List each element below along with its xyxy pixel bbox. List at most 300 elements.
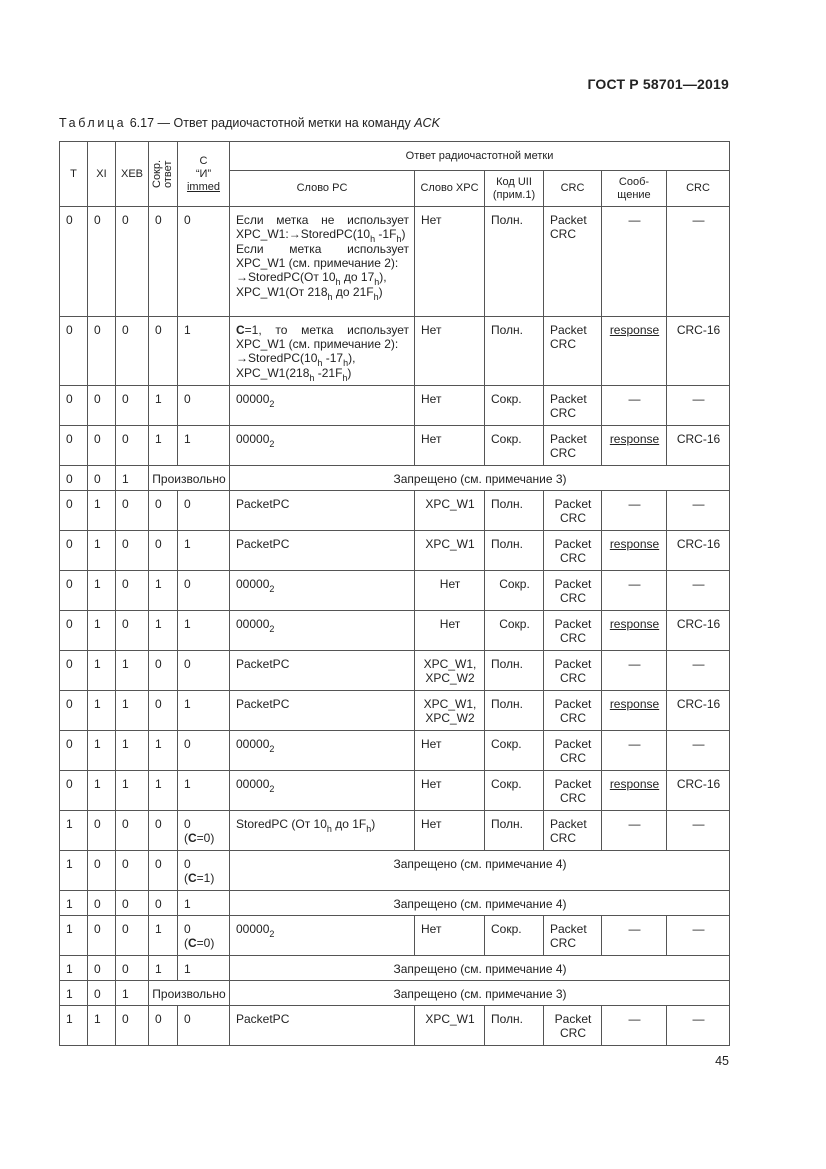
ack-response-table	[59, 141, 730, 1046]
cell-xeb: 1	[116, 981, 149, 1006]
subscript: h	[327, 292, 333, 302]
text-run: =0)	[196, 936, 215, 950]
cell-xeb: 0	[116, 491, 149, 531]
table-row	[60, 891, 730, 916]
cell-message: response	[602, 771, 667, 811]
subscript: h	[343, 358, 349, 368]
cell-message: response	[602, 426, 667, 466]
cell-xpc-word: Нет	[415, 571, 485, 611]
cell-short-reply: 0	[149, 891, 178, 916]
cell-xeb: 0	[116, 426, 149, 466]
cell-crc-1: Packet CRC	[544, 731, 602, 771]
table-row	[60, 981, 730, 1006]
cell-message: response	[602, 691, 667, 731]
cell-short-reply: 0	[149, 317, 178, 386]
text-run: (	[184, 871, 188, 885]
bold-text: C	[236, 323, 245, 337]
cell-xi: 1	[88, 491, 116, 531]
cell-crc-2: CRC-16	[667, 426, 730, 466]
cell-xi: 0	[88, 916, 116, 956]
cell-message: —	[602, 731, 667, 771]
cell-arbitrary: Произвольно	[149, 466, 230, 491]
cell-uii-code: Полн.	[485, 651, 544, 691]
subscript: h	[335, 277, 341, 287]
cell-xpc-word: XPC_W1, XPC_W2	[415, 691, 485, 731]
cell-short-reply: 1	[149, 956, 178, 981]
header-xi: XI	[88, 142, 116, 207]
cell-short-reply: 0	[149, 491, 178, 531]
table-row	[60, 1006, 730, 1046]
text-run: (	[184, 831, 188, 845]
cell-xeb: 0	[116, 531, 149, 571]
text-run: XPC_W1(218	[236, 366, 310, 380]
cell-pc-word	[230, 426, 415, 466]
cell-forbidden: Запрещено (см. примечание 3)	[230, 466, 730, 491]
cell-t: 0	[60, 771, 88, 811]
cell-c-immed: 1	[178, 317, 230, 386]
cell-crc-1: Packet CRC	[544, 811, 602, 851]
cell-forbidden: Запрещено (см. примечание 4)	[230, 956, 730, 981]
cell-t: 0	[60, 571, 88, 611]
cell-uii-code: Полн.	[485, 1006, 544, 1046]
cell-t: 0	[60, 691, 88, 731]
cell-message: —	[602, 571, 667, 611]
cell-crc-1: Packet CRC	[544, 916, 602, 956]
cell-xeb: 0	[116, 207, 149, 317]
cell-crc-2: —	[667, 491, 730, 531]
text-run: 00000	[236, 922, 270, 936]
document-code: ГОСТ Р 58701—2019	[587, 76, 729, 92]
cell-crc-2: CRC-16	[667, 317, 730, 386]
table-row	[60, 811, 730, 851]
cell-xi: 0	[88, 386, 116, 426]
cell-forbidden: Запрещено (см. примечание 3)	[230, 981, 730, 1006]
cell-uii-code: Полн.	[485, 811, 544, 851]
table-row	[60, 771, 730, 811]
cell-message: —	[602, 491, 667, 531]
cell-xpc-word: Нет	[415, 916, 485, 956]
cell-short-reply: 0	[149, 691, 178, 731]
text-run: PacketPC	[236, 497, 290, 511]
cell-short-reply: 0	[149, 207, 178, 317]
cell-xeb: 0	[116, 891, 149, 916]
cell-xpc-word: Нет	[415, 811, 485, 851]
text-run: Если метка использует XPC_W1 (см. примечание 2):	[236, 242, 409, 270]
cell-pc-word	[230, 491, 415, 531]
cell-message: —	[602, 207, 667, 317]
header-message: Сооб-щение	[602, 171, 667, 207]
cell-xeb: 1	[116, 691, 149, 731]
cell-t: 0	[60, 731, 88, 771]
text-run: до 17	[340, 270, 375, 284]
cell-crc-1: Packet CRC	[544, 771, 602, 811]
cell-xeb: 0	[116, 851, 149, 891]
cell-xpc-word: Нет	[415, 731, 485, 771]
table-row	[60, 466, 730, 491]
cell-xpc-word: Нет	[415, 207, 485, 317]
cell-uii-code: Сокр.	[485, 731, 544, 771]
cell-t: 0	[60, 207, 88, 317]
table-row	[60, 851, 730, 891]
bold-text: C	[188, 936, 197, 950]
table-row	[60, 956, 730, 981]
cell-crc-2: CRC-16	[667, 691, 730, 731]
header-crc-1: CRC	[544, 171, 602, 207]
header-crc-2: CRC	[667, 171, 730, 207]
subscript: h	[374, 277, 380, 287]
text-run: )	[371, 817, 376, 831]
header-tag-response: Ответ радиочастотной метки	[230, 142, 730, 171]
cell-xpc-word: Нет	[415, 611, 485, 651]
cell-xpc-word: Нет	[415, 771, 485, 811]
text-run: ),	[348, 351, 356, 365]
bold-text: C	[188, 831, 197, 845]
cell-uii-code: Сокр.	[485, 426, 544, 466]
table-row	[60, 531, 730, 571]
cell-crc-1: Packet CRC	[544, 651, 602, 691]
cell-crc-1: Packet CRC	[544, 426, 602, 466]
cell-crc-2: —	[667, 571, 730, 611]
subscript: h	[326, 824, 332, 834]
text-run: XPC_W1(От 218	[236, 285, 328, 299]
subscript: h	[366, 824, 372, 834]
page-number: 45	[715, 1054, 729, 1068]
cell-xeb: 1	[116, 731, 149, 771]
table-row	[60, 731, 730, 771]
cell-pc-word	[230, 731, 415, 771]
cell-t: 1	[60, 981, 88, 1006]
cell-xi: 1	[88, 611, 116, 651]
table-row	[60, 916, 730, 956]
text-run: 00000	[236, 617, 270, 631]
cell-uii-code: Сокр.	[485, 916, 544, 956]
header-short-reply	[149, 142, 178, 207]
cell-short-reply: 1	[149, 611, 178, 651]
text-run: 0	[184, 857, 191, 871]
cell-c-immed: 1	[178, 771, 230, 811]
cell-xi: 1	[88, 1006, 116, 1046]
cell-uii-code: Полн.	[485, 491, 544, 531]
cell-short-reply: 1	[149, 731, 178, 771]
cell-crc-1: Packet CRC	[544, 531, 602, 571]
cell-c-immed: 1	[178, 611, 230, 651]
text-run: ),	[379, 270, 387, 284]
table-row	[60, 651, 730, 691]
text-run: =1, то метка использует XPC_W1 (см. примечание 2):	[236, 323, 409, 351]
cell-uii-code: Сокр.	[485, 571, 544, 611]
table-row	[60, 207, 730, 317]
cell-xeb: 0	[116, 317, 149, 386]
cell-c-immed: 0	[178, 491, 230, 531]
cell-c-immed: 1	[178, 956, 230, 981]
cell-crc-2: —	[667, 811, 730, 851]
cell-t: 0	[60, 651, 88, 691]
text-run: =1)	[196, 871, 215, 885]
caption-text: — Ответ радиочастотной метки на команду	[157, 116, 411, 130]
cell-xeb: 0	[116, 611, 149, 651]
cell-t: 0	[60, 611, 88, 651]
cell-message: —	[602, 651, 667, 691]
cell-message: —	[602, 386, 667, 426]
cell-pc-word	[230, 811, 415, 851]
subscript: 2	[269, 399, 275, 409]
cell-short-reply: 1	[149, 916, 178, 956]
cell-xeb: 0	[116, 1006, 149, 1046]
cell-short-reply: 1	[149, 386, 178, 426]
cell-t: 1	[60, 1006, 88, 1046]
cell-forbidden: Запрещено (см. примечание 4)	[230, 851, 730, 891]
cell-pc-word	[230, 771, 415, 811]
table-row	[60, 611, 730, 651]
cell-xi: 0	[88, 956, 116, 981]
cell-crc-2: —	[667, 651, 730, 691]
cell-crc-2: —	[667, 731, 730, 771]
cell-pc-word	[230, 317, 415, 386]
header-xpc-word: Слово XPC	[415, 171, 485, 207]
table-body	[60, 207, 730, 1046]
cell-crc-1: Packet CRC	[544, 491, 602, 531]
cell-xpc-word: XPC_W1	[415, 1006, 485, 1046]
caption-number: 6.17	[129, 116, 155, 130]
cell-crc-1: Packet CRC	[544, 317, 602, 386]
cell-xi: 0	[88, 981, 116, 1006]
cell-crc-1: Packet CRC	[544, 691, 602, 731]
cell-crc-2: CRC-16	[667, 531, 730, 571]
cell-t: 1	[60, 916, 88, 956]
cell-crc-2: —	[667, 1006, 730, 1046]
cell-uii-code: Полн.	[485, 207, 544, 317]
subscript: h	[309, 373, 315, 383]
text-run: )	[378, 285, 383, 299]
cell-crc-1: Packet CRC	[544, 611, 602, 651]
cell-xi: 0	[88, 851, 116, 891]
cell-t: 0	[60, 426, 88, 466]
table-caption	[59, 116, 440, 130]
cell-xeb: 0	[116, 811, 149, 851]
text-run: →StoredPC(10	[288, 227, 371, 241]
cell-crc-2: —	[667, 386, 730, 426]
cell-pc-word	[230, 916, 415, 956]
cell-t: 1	[60, 851, 88, 891]
cell-c-immed: 1	[178, 531, 230, 571]
header-c-line3: immed	[186, 180, 220, 193]
cell-xpc-word: Нет	[415, 386, 485, 426]
text-run: -17	[322, 351, 344, 365]
cell-xpc-word: XPC_W1	[415, 531, 485, 571]
table-row	[60, 571, 730, 611]
text-run: 00000	[236, 432, 270, 446]
cell-arbitrary: Произвольно	[149, 981, 230, 1006]
cell-crc-2: CRC-16	[667, 611, 730, 651]
cell-forbidden: Запрещено (см. примечание 4)	[230, 891, 730, 916]
subscript: 2	[269, 929, 275, 939]
header-pc-word: Слово PC	[230, 171, 415, 207]
table-row	[60, 426, 730, 466]
cell-xeb: 0	[116, 956, 149, 981]
subscript: h	[396, 234, 402, 244]
cell-xi: 0	[88, 891, 116, 916]
table-row	[60, 386, 730, 426]
text-run: =0)	[196, 831, 215, 845]
cell-short-reply: 0	[149, 1006, 178, 1046]
cell-uii-code: Сокр.	[485, 611, 544, 651]
text-run: PacketPC	[236, 697, 290, 711]
cell-short-reply: 0	[149, 811, 178, 851]
subscript: 2	[269, 439, 275, 449]
text-run: до 21F	[332, 285, 374, 299]
cell-c-immed	[178, 811, 230, 851]
cell-crc-1: Packet CRC	[544, 386, 602, 426]
subscript: h	[342, 373, 348, 383]
cell-xpc-word: XPC_W1, XPC_W2	[415, 651, 485, 691]
cell-xpc-word: Нет	[415, 317, 485, 386]
cell-c-immed: 0	[178, 651, 230, 691]
cell-crc-2: —	[667, 207, 730, 317]
cell-pc-word	[230, 1006, 415, 1046]
text-run: →StoredPC(10	[236, 351, 318, 365]
text-run: 00000	[236, 737, 270, 751]
text-run: PacketPC	[236, 537, 290, 551]
cell-uii-code: Полн.	[485, 317, 544, 386]
cell-xeb: 0	[116, 571, 149, 611]
cell-xi: 0	[88, 207, 116, 317]
cell-c-immed: 0	[178, 731, 230, 771]
cell-pc-word	[230, 207, 415, 317]
cell-t: 1	[60, 956, 88, 981]
cell-crc-1: Packet CRC	[544, 571, 602, 611]
cell-xi: 1	[88, 731, 116, 771]
cell-c-immed: 0	[178, 571, 230, 611]
cell-pc-word	[230, 386, 415, 426]
cell-xi: 0	[88, 426, 116, 466]
text-run: -21F	[314, 366, 343, 380]
cell-pc-word	[230, 531, 415, 571]
text-run: -1F	[375, 227, 397, 241]
cell-c-immed	[178, 916, 230, 956]
cell-c-immed: 0	[178, 1006, 230, 1046]
cell-t: 0	[60, 317, 88, 386]
cell-short-reply: 0	[149, 531, 178, 571]
header-uii-code: Код UII (прим.1)	[485, 171, 544, 207]
cell-crc-1: Packet CRC	[544, 207, 602, 317]
cell-uii-code: Полн.	[485, 531, 544, 571]
cell-message: —	[602, 916, 667, 956]
cell-short-reply: 0	[149, 651, 178, 691]
caption-prefix: Таблица	[59, 116, 127, 130]
cell-c-immed: 0	[178, 207, 230, 317]
cell-xi: 1	[88, 771, 116, 811]
cell-xeb: 1	[116, 771, 149, 811]
subscript: 2	[269, 584, 275, 594]
cell-short-reply: 1	[149, 426, 178, 466]
text-run: 00000	[236, 777, 270, 791]
table-row	[60, 491, 730, 531]
cell-xpc-word: Нет	[415, 426, 485, 466]
cell-xi: 1	[88, 571, 116, 611]
text-run: )	[401, 227, 406, 241]
text-run: 0	[184, 922, 191, 936]
cell-short-reply: 0	[149, 851, 178, 891]
cell-c-immed: 0	[178, 386, 230, 426]
cell-xi: 0	[88, 811, 116, 851]
bold-text: C	[188, 871, 197, 885]
cell-message: response	[602, 611, 667, 651]
cell-xeb: 1	[116, 651, 149, 691]
cell-xi: 1	[88, 651, 116, 691]
cell-c-immed	[178, 851, 230, 891]
cell-t: 0	[60, 491, 88, 531]
text-run: PacketPC	[236, 1012, 290, 1026]
cell-xpc-word: XPC_W1	[415, 491, 485, 531]
cell-t: 1	[60, 811, 88, 851]
cell-message: —	[602, 811, 667, 851]
cell-xi: 1	[88, 691, 116, 731]
cell-t: 0	[60, 386, 88, 426]
cell-pc-word	[230, 611, 415, 651]
cell-xi: 0	[88, 466, 116, 491]
table-row	[60, 317, 730, 386]
subscript: h	[370, 234, 376, 244]
text-run: PacketPC	[236, 657, 290, 671]
subscript: 2	[269, 744, 275, 754]
cell-c-immed: 1	[178, 891, 230, 916]
cell-xeb: 0	[116, 916, 149, 956]
text-run: →StoredPC(От 10	[236, 270, 336, 284]
cell-uii-code: Сокр.	[485, 771, 544, 811]
cell-pc-word	[230, 651, 415, 691]
text-run: до 1F	[331, 817, 367, 831]
cell-crc-1: Packet CRC	[544, 1006, 602, 1046]
text-run: 00000	[236, 577, 270, 591]
text-run: )	[347, 366, 352, 380]
cell-short-reply: 1	[149, 571, 178, 611]
text-run: StoredPC (От 10	[236, 817, 327, 831]
text-run: 00000	[236, 392, 270, 406]
cell-c-immed: 1	[178, 691, 230, 731]
header-c-immed	[178, 142, 230, 207]
text-run: 0	[184, 817, 191, 831]
cell-xeb: 0	[116, 386, 149, 426]
cell-xeb: 1	[116, 466, 149, 491]
cell-t: 0	[60, 531, 88, 571]
cell-pc-word	[230, 691, 415, 731]
header-xeb: XEB	[116, 142, 149, 207]
header-t: Т	[60, 142, 88, 207]
cell-uii-code: Сокр.	[485, 386, 544, 426]
cell-crc-2: —	[667, 916, 730, 956]
cell-c-immed: 1	[178, 426, 230, 466]
text-run: Если метка не использует XPC_W1:	[236, 213, 409, 241]
header-c-line2: “И”	[195, 167, 212, 180]
subscript: 2	[269, 624, 275, 634]
text-run: (	[184, 936, 188, 950]
cell-xi: 0	[88, 317, 116, 386]
subscript: 2	[269, 784, 275, 794]
cell-crc-2: CRC-16	[667, 771, 730, 811]
table-row	[60, 691, 730, 731]
cell-message: —	[602, 1006, 667, 1046]
cell-message: response	[602, 531, 667, 571]
cell-short-reply: 1	[149, 771, 178, 811]
cell-t: 0	[60, 466, 88, 491]
cell-xi: 1	[88, 531, 116, 571]
cell-t: 1	[60, 891, 88, 916]
subscript: h	[373, 292, 379, 302]
caption-command: ACK	[414, 116, 440, 130]
subscript: h	[317, 358, 323, 368]
cell-message: response	[602, 317, 667, 386]
cell-uii-code: Полн.	[485, 691, 544, 731]
